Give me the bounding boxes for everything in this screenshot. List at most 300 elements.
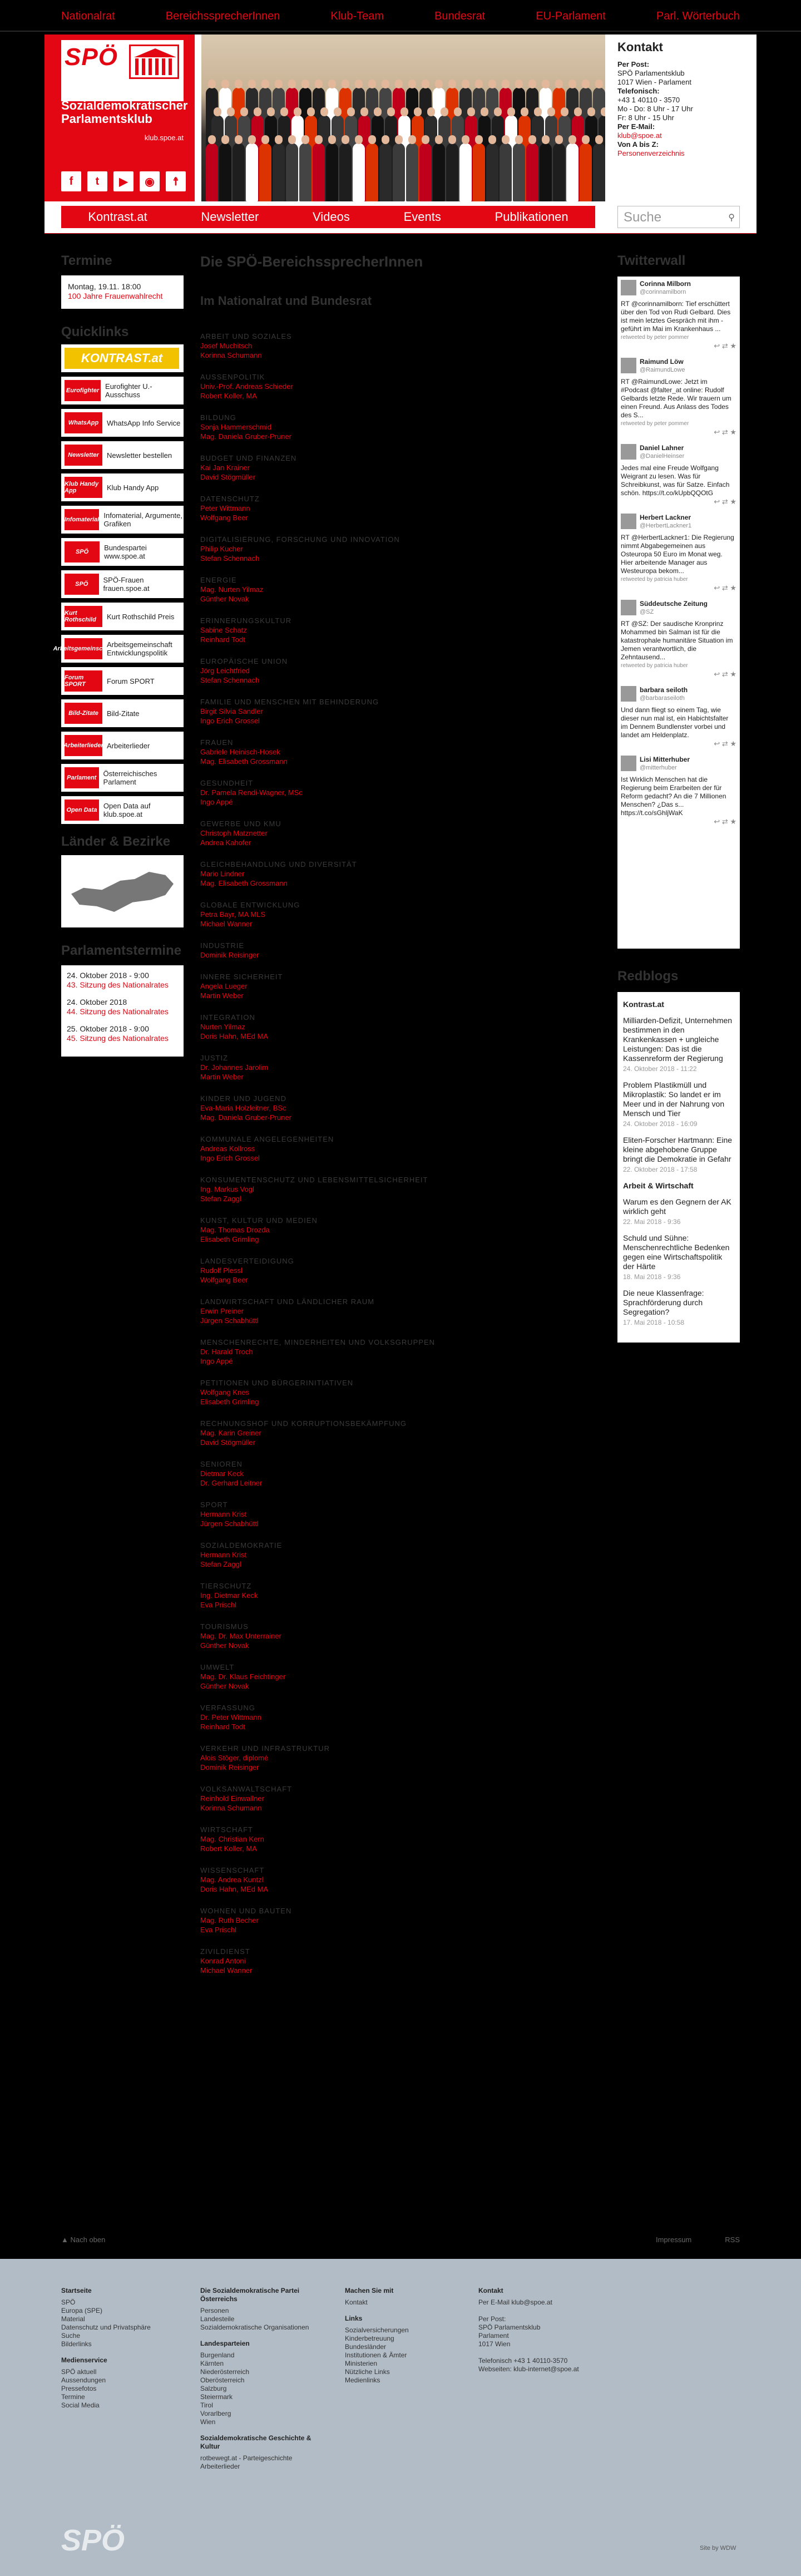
footer-link[interactable]: rotbewegt.at - Parteigeschichte xyxy=(200,2454,293,2462)
area-person-link[interactable]: Univ.-Prof. Andreas Schieder xyxy=(200,382,293,391)
area-person-link[interactable]: Dr. Gerhard Leitner xyxy=(200,1479,263,1487)
footer-column xyxy=(61,2287,189,2417)
photo-person-head xyxy=(368,135,376,144)
area-person-link[interactable]: Robert Koller, MA xyxy=(200,1844,257,1853)
flickr-icon[interactable]: ◉ xyxy=(140,171,160,191)
quicklink-item[interactable] xyxy=(61,699,184,727)
tweet-text: RT @corinnamilborn: Tief erschüttert über den Tod von Rudi Gelbard. Dies ist mein letztes Gespräch mit ihm - geführt im Mai im Krankenhaus ... xyxy=(621,300,731,333)
tweet-handle[interactable]: @HerbertLackner1 xyxy=(640,522,692,529)
topnav-woerterbuch[interactable]: Parl. Wörterbuch xyxy=(656,10,740,22)
area-item xyxy=(200,372,578,401)
area-title: JUSTIZ xyxy=(200,1054,229,1062)
mainnav-publikationen[interactable]: Publikationen xyxy=(495,210,568,224)
area-person-link[interactable]: Reinhold Einwallner xyxy=(200,1794,264,1803)
photo-person-head xyxy=(288,80,296,88)
footer-group xyxy=(478,2287,606,2373)
twitterwall xyxy=(617,277,740,949)
area-person-link[interactable]: Rudolf Plessl xyxy=(200,1266,243,1275)
tweet-text: Und dann fliegt so einem Tag, wie dieser nun mal ist, ein Habichtsfalter im Dennem Bundlenster vorbei und landet am Heldenplatz. xyxy=(621,706,729,739)
area-person-link[interactable]: Jürgen Schabhüttl xyxy=(200,1316,259,1325)
footer-link[interactable]: Europa (SPE) xyxy=(61,2307,103,2315)
area-title: GLEICHBEHANDLUNG UND DIVERSITÄT xyxy=(200,860,357,868)
photo-person-head xyxy=(275,80,283,88)
area-person-link[interactable]: Philip Kucher xyxy=(200,545,243,553)
area-person-link[interactable]: Reinhard Todt xyxy=(200,1723,245,1731)
area-person-link[interactable]: Mario Lindner xyxy=(200,870,245,878)
quicklink-image: Bild-Zitate xyxy=(65,703,102,724)
topnav-klub-team[interactable]: Klub-Team xyxy=(330,10,384,22)
footer-link[interactable]: Tirol xyxy=(200,2401,213,2409)
area-person-link[interactable]: Korinna Schumann xyxy=(200,351,262,359)
footer-link[interactable]: Institutionen & Ämter xyxy=(345,2351,407,2359)
footer-credit[interactable]: Site by WDW xyxy=(700,2545,736,2552)
footer-link[interactable]: Per E-Mail klub@spoe.at xyxy=(478,2298,552,2306)
footer-link[interactable]: Material xyxy=(61,2315,85,2323)
quicklinks-list xyxy=(53,344,184,824)
facebook-icon[interactable]: f xyxy=(61,171,81,191)
area-person-link[interactable]: Gabriele Heinisch-Hosek xyxy=(200,748,280,756)
photo-person xyxy=(219,143,231,201)
photo-person-head xyxy=(382,135,389,144)
photo-person-head xyxy=(422,135,429,144)
photo-person-head xyxy=(328,80,336,88)
area-person-link[interactable]: Martin Weber xyxy=(200,1073,244,1081)
area-item xyxy=(200,494,578,522)
area-person-link[interactable]: Andreas Kollross xyxy=(200,1144,255,1153)
area-item xyxy=(200,738,578,766)
area-person-link[interactable]: Nurten Yilmaz xyxy=(200,1023,245,1031)
area-person-link[interactable]: Mag. Daniela Gruber-Pruner xyxy=(200,1113,292,1122)
area-person-link[interactable]: Birgit Silvia Sandler xyxy=(200,707,263,715)
area-person-link[interactable]: Wolfgang Knes xyxy=(200,1388,249,1396)
quicklink-image: Infomaterial xyxy=(65,509,99,530)
photo-person-head xyxy=(221,80,229,88)
photo-person-head xyxy=(315,80,323,88)
tweet-actions-icon[interactable]: ↩ ⇄ ★ xyxy=(714,670,736,678)
quicklink-item[interactable] xyxy=(61,732,184,759)
area-person-link[interactable]: Dietmar Keck xyxy=(200,1469,244,1478)
area-title: BILDUNG xyxy=(200,413,236,422)
footer-link[interactable]: Aussendungen xyxy=(61,2376,106,2384)
footer-link[interactable]: Parlament xyxy=(478,2332,509,2340)
tweet-handle[interactable]: @mitterhuber xyxy=(640,764,677,771)
blog-source[interactable]: Arbeit & Wirtschaft xyxy=(623,1181,694,1190)
area-person-link[interactable]: Jürgen Schabhüttl xyxy=(200,1519,259,1528)
area-person-link[interactable]: Dominik Reisinger xyxy=(200,951,259,959)
tweet-handle[interactable]: @barbaraseiloth xyxy=(640,695,685,702)
blog-post-date: 17. Mai 2018 - 10:58 xyxy=(623,1319,685,1326)
quicklink-item[interactable] xyxy=(61,473,184,501)
tweet-actions-icon[interactable]: ↩ ⇄ ★ xyxy=(714,428,736,436)
area-person-link[interactable]: Doris Hahn, MEd MA xyxy=(200,1032,269,1040)
area-person-link[interactable]: Ingo Appé xyxy=(200,798,233,806)
topnav-bundesrat[interactable]: Bundesrat xyxy=(434,10,486,22)
area-item xyxy=(200,575,578,604)
photo-person-head xyxy=(555,80,563,88)
tweet-handle[interactable]: @DanielHeinser xyxy=(640,453,685,460)
footer-heading: Sozialdemokratische Geschichte & Kultur xyxy=(200,2434,312,2450)
area-person-link[interactable]: Mag. Daniela Gruber-Pruner xyxy=(200,432,292,441)
quicklink-image: SPÖ xyxy=(65,541,100,562)
topnav-bereichssprecher[interactable]: BereichssprecherInnen xyxy=(165,10,280,22)
area-item xyxy=(200,1256,578,1285)
area-person-link[interactable]: Robert Koller, MA xyxy=(200,392,257,400)
blog-post-link[interactable]: Warum es den Gegnern der AK wirklich geht xyxy=(623,1197,731,1216)
footer-link[interactable]: Bundesländer xyxy=(345,2343,387,2351)
area-title: ZIVILDIENST xyxy=(200,1947,250,1956)
tweet-author[interactable]: Herbert Lackner xyxy=(640,514,691,521)
footer-link[interactable]: SPÖ xyxy=(61,2298,76,2306)
footer-link[interactable]: SPÖ Parlamentsklub xyxy=(478,2323,541,2331)
tweet xyxy=(621,514,736,592)
avatar[interactable] xyxy=(621,514,636,529)
blog-post-link[interactable]: Eliten-Forscher Hartmann: Eine kleine abgehobene Gruppe bringt die Demokratie in Gefahr xyxy=(623,1136,733,1163)
mainnav-events[interactable]: Events xyxy=(403,210,441,224)
area-person-link[interactable]: Peter Wittmann xyxy=(200,504,250,512)
footer-link[interactable]: Personen xyxy=(200,2307,229,2315)
area-item xyxy=(200,1622,578,1650)
austria-map[interactable] xyxy=(61,855,184,927)
area-item xyxy=(200,1378,578,1407)
photo-person xyxy=(299,143,312,201)
photo-person xyxy=(406,143,418,201)
footer-column xyxy=(478,2287,606,2381)
photo-person xyxy=(353,143,365,201)
quicklink-label: WhatsApp Info Service xyxy=(107,418,181,427)
quicklink-item[interactable] xyxy=(61,409,184,437)
tweet-author[interactable]: Raimund Löw xyxy=(640,358,684,366)
footer-link[interactable]: Vorarlberg xyxy=(200,2410,231,2417)
area-person-link[interactable]: Stefan Schennach xyxy=(200,676,260,684)
area-person-link[interactable]: Hermann Krist xyxy=(200,1551,247,1559)
footer-link[interactable]: Niederösterreich xyxy=(200,2368,250,2376)
area-person-link[interactable]: Hermann Krist xyxy=(200,1510,247,1518)
spoe-logo[interactable] xyxy=(61,40,184,101)
area-person-link[interactable]: Sabine Schatz xyxy=(200,626,247,634)
photo-person-head xyxy=(320,107,328,116)
footer-link[interactable]: Kärnten xyxy=(200,2360,224,2367)
area-person-link[interactable]: Josef Muchitsch xyxy=(200,342,253,350)
photo-person-head xyxy=(248,80,256,88)
area-person-link[interactable]: Ingo Erich Grossel xyxy=(200,717,260,725)
quicklink-item[interactable] xyxy=(61,603,184,630)
area-person-link[interactable]: David Stögmüller xyxy=(200,1438,255,1447)
footer-link[interactable]: Datenschutz und Privatsphäre xyxy=(61,2323,151,2331)
parlamentstermin-link[interactable]: 44. Sitzung des Nationalrates xyxy=(67,1007,169,1016)
area-person-link[interactable]: Reinhard Todt xyxy=(200,635,245,644)
avatar[interactable] xyxy=(621,358,636,373)
area-person-link[interactable]: Dr. Pamela Rendi-Wagner, MSc xyxy=(200,788,303,797)
area-person-link[interactable]: Elisabeth Grimling xyxy=(200,1235,259,1243)
area-person-link[interactable]: Sonja Hammerschmid xyxy=(200,423,271,431)
footer-link[interactable]: SPÖ aktuell xyxy=(61,2368,97,2376)
blog-post-date: 22. Oktober 2018 - 17:58 xyxy=(623,1166,698,1173)
area-person-link[interactable]: Mag. Thomas Drozda xyxy=(200,1226,270,1234)
footer-link[interactable]: Sozialdemokratische Organisationen xyxy=(200,2323,309,2331)
footer-column xyxy=(345,2287,473,2392)
photo-person xyxy=(379,143,392,201)
quicklink-image: WhatsApp xyxy=(65,412,102,433)
blog-post-link[interactable]: Die neue Klassenfrage: Sprachförderung durch Segregation? xyxy=(623,1289,704,1316)
parlamentstermin-link[interactable]: 45. Sitzung des Nationalrates xyxy=(67,1034,169,1043)
search-icon[interactable]: ⚲ xyxy=(728,213,735,223)
footer-group xyxy=(345,2287,473,2307)
quicklink-image: Forum SPORT xyxy=(65,670,102,692)
area-person-link[interactable]: Martin Weber xyxy=(200,991,244,1000)
footer-link[interactable]: Nützliche Links xyxy=(345,2368,390,2376)
area-person-link[interactable]: Erwin Preiner xyxy=(200,1307,244,1315)
tweet-handle[interactable]: @SZ xyxy=(640,609,654,615)
footer-link[interactable]: Termine xyxy=(61,2393,85,2401)
photo-person-head xyxy=(334,107,342,116)
area-item xyxy=(200,778,578,807)
area-person-link[interactable]: Konrad Antoni xyxy=(200,1957,246,1965)
area-person-link[interactable]: Mag. Dr. Max Unterrainer xyxy=(200,1632,281,1640)
parliament-icon xyxy=(129,45,179,79)
footer-link[interactable]: Bilderlinks xyxy=(61,2340,92,2348)
area-person-link[interactable]: Doris Hahn, MEd MA xyxy=(200,1885,269,1893)
tweet-author[interactable]: barbara seiloth xyxy=(640,686,688,694)
photo-person xyxy=(526,143,538,201)
contact-post-line: 1017 Wien - Parlament xyxy=(617,78,691,86)
area-person-link[interactable]: Mag. Ruth Becher xyxy=(200,1916,259,1924)
topnav-eu-parlament[interactable]: EU-Parlament xyxy=(536,10,606,22)
photo-person-head xyxy=(248,135,256,144)
area-person-link[interactable]: Ing. Markus Vogl xyxy=(200,1185,254,1193)
footer-link[interactable]: Landesteile xyxy=(200,2315,235,2323)
area-person-link[interactable]: Stefan Zaggl xyxy=(200,1195,241,1203)
photo-person-head xyxy=(587,107,595,116)
blog-post-link[interactable]: Schuld und Sühne: Menschenrechtliche Bedenken gegen eine Wirtschaftspolitik der Härte xyxy=(623,1233,730,1271)
footer-link[interactable]: Oberösterreich xyxy=(200,2376,245,2384)
area-person-link[interactable]: Wolfgang Beer xyxy=(200,1276,248,1284)
area-title: SOZIALDEMOKRATIE xyxy=(200,1541,283,1549)
footer-link[interactable]: Telefonisch +43 1 40110-3570 xyxy=(478,2357,568,2365)
area-person-link[interactable]: Mag. Dr. Klaus Feichtinger xyxy=(200,1672,286,1681)
footer-link[interactable]: Burgenland xyxy=(200,2351,235,2359)
youtube-icon[interactable]: ▶ xyxy=(113,171,134,191)
quicklink-item[interactable] xyxy=(61,344,184,372)
area-person-link[interactable]: David Stögmüller xyxy=(200,473,255,481)
tweet-author[interactable]: Lisi Mitterhuber xyxy=(640,756,690,763)
avatar[interactable] xyxy=(621,600,636,615)
blog-post-link[interactable]: Milliarden-Defizit, Unternehmen bestimmen in den Krankenkassen + ungleiche Leistungen: Das ist die Kassenreform der Regierung xyxy=(623,1016,733,1063)
area-person-link[interactable]: Stefan Zaggl xyxy=(200,1560,241,1568)
area-person-link[interactable]: Eva-Maria Holzleitner, BSc xyxy=(200,1104,286,1112)
area-person-link[interactable]: Kai Jan Krainer xyxy=(200,463,250,472)
search-input[interactable] xyxy=(617,206,740,228)
area-person-link[interactable]: Jörg Leichtfried xyxy=(200,667,250,675)
tweet-text: RT @HerbertLackner1: Die Regierung nimmt Abgabegemeinen aus Osteuropa 50 Euro im Monat weg. Hier arbeitende Manager aus Westeuropa bekom... xyxy=(621,534,734,575)
quicklink-label: Newsletter bestellen xyxy=(107,451,172,460)
area-person-link[interactable]: Angela Lueger xyxy=(200,982,248,990)
quicklink-item[interactable] xyxy=(53,635,184,663)
area-title: GLOBALE ENTWICKLUNG xyxy=(200,901,300,909)
photo-person-head xyxy=(355,80,363,88)
photo-person-head xyxy=(315,135,323,144)
quicklink-item[interactable] xyxy=(61,764,184,792)
area-person-link[interactable]: Günther Novak xyxy=(200,595,249,603)
tweet-actions-icon[interactable]: ↩ ⇄ ★ xyxy=(714,739,736,748)
tweet-actions-icon[interactable]: ↩ ⇄ ★ xyxy=(714,342,736,350)
area-person-link[interactable]: Mag. Elisabeth Grossmann xyxy=(200,879,288,887)
photo-person-head xyxy=(280,107,288,116)
photo-person-head xyxy=(488,80,496,88)
blog-source[interactable]: Kontrast.at xyxy=(623,1000,664,1009)
area-person-link[interactable]: Christoph Matznetter xyxy=(200,829,268,837)
area-person-link[interactable]: Mag. Andrea Kuntzl xyxy=(200,1876,264,1884)
area-person-link[interactable]: Dominik Reisinger xyxy=(200,1763,259,1771)
photo-person-head xyxy=(542,80,550,88)
area-person-link[interactable]: Mag. Nurten Yilmaz xyxy=(200,585,264,594)
tweet-handle[interactable]: @corinnamilborn xyxy=(640,289,686,295)
area-person-link[interactable]: Dr. Harald Troch xyxy=(200,1348,253,1356)
area-person-link[interactable]: Günther Novak xyxy=(200,1682,249,1690)
avatar[interactable] xyxy=(621,756,636,771)
area-item xyxy=(200,1134,578,1163)
photo-person-head xyxy=(342,135,349,144)
area-title: BUDGET UND FINANZEN xyxy=(200,454,297,462)
parlamentstermin-link[interactable]: 43. Sitzung des Nationalrates xyxy=(67,980,169,989)
footer-link[interactable]: Ministerien xyxy=(345,2360,378,2367)
blog-post-link[interactable]: Problem Plastikmüll und Mikroplastik: So landet er im Meer und in der Nahrung von Mensch und Tier xyxy=(623,1080,725,1118)
area-person-link[interactable]: Stefan Schennach xyxy=(200,554,260,562)
footer-link[interactable]: Steiermark xyxy=(200,2393,233,2401)
area-person-link[interactable]: Mag. Christian Kern xyxy=(200,1835,264,1843)
area-person-link[interactable]: Wolfgang Beer xyxy=(200,514,248,522)
footer-link[interactable]: Per Post: xyxy=(478,2315,506,2323)
area-person-link[interactable]: Elisabeth Grimling xyxy=(200,1398,259,1406)
footer-link[interactable]: Social Media xyxy=(61,2401,100,2409)
topnav-nationalrat[interactable]: Nationalrat xyxy=(61,10,115,22)
area-title: UMWELT xyxy=(200,1663,235,1671)
footer-link[interactable]: Wien xyxy=(200,2418,216,2426)
tweet-retweeted-by: retweeted by peter pommer xyxy=(621,334,689,340)
area-person-link[interactable]: Dr. Peter Wittmann xyxy=(200,1713,261,1721)
area-person-link[interactable]: Mag. Karin Greiner xyxy=(200,1429,261,1437)
area-title: TOURISMUS xyxy=(200,1622,249,1631)
tweet-actions-icon[interactable]: ↩ ⇄ ★ xyxy=(714,817,736,826)
contact-az-link[interactable]: Personenverzeichnis xyxy=(617,149,685,157)
footer-link[interactable]: Suche xyxy=(61,2332,81,2340)
avatar[interactable] xyxy=(621,444,636,460)
footer-link[interactable]: Pressefotos xyxy=(61,2385,97,2392)
mainnav-newsletter[interactable]: Newsletter xyxy=(201,210,259,224)
photo-person-head xyxy=(374,107,382,116)
quicklink-item[interactable] xyxy=(61,667,184,695)
area-person-link[interactable]: Ingo Appé xyxy=(200,1357,233,1365)
photo-person-head xyxy=(288,135,296,144)
footer-link[interactable]: Sozialversicherungen xyxy=(345,2326,409,2334)
area-item xyxy=(200,972,578,1000)
photo-person xyxy=(459,143,472,201)
area-person-link[interactable]: Ing. Dietmar Keck xyxy=(200,1591,258,1600)
search-placeholder: Suche xyxy=(624,210,662,225)
contact-title: Kontakt xyxy=(617,40,663,54)
tweet-actions-icon[interactable]: ↩ ⇄ ★ xyxy=(714,584,736,592)
area-person-link[interactable]: Ingo Erich Grossel xyxy=(200,1154,260,1162)
twitter-icon[interactable]: t xyxy=(87,171,107,191)
avatar[interactable] xyxy=(621,686,636,702)
area-item xyxy=(200,1906,578,1935)
area-person-link[interactable]: Michael Wanner xyxy=(200,1966,253,1975)
area-title: LANDWIRTSCHAFT UND LÄNDLICHER RAUM xyxy=(200,1297,375,1306)
area-item xyxy=(200,1500,578,1528)
footer-link[interactable]: Medienlinks xyxy=(345,2376,380,2384)
tweet-author[interactable]: Daniel Lahner xyxy=(640,444,684,452)
contact-mail-link[interactable]: klub@spoe.at xyxy=(617,131,662,140)
rss-link[interactable]: RSS xyxy=(725,2236,740,2244)
quicklink-label: Forum SPORT xyxy=(107,677,155,685)
footer-link[interactable]: Arbeiterlieder xyxy=(200,2463,240,2470)
left-column xyxy=(53,253,184,1057)
header-group-photo xyxy=(201,34,605,201)
photo-person-head xyxy=(561,107,568,116)
photo-person-head xyxy=(555,135,563,144)
area-item xyxy=(200,332,578,360)
avatar[interactable] xyxy=(621,280,636,295)
quicklink-item[interactable] xyxy=(61,506,184,534)
area-person-link[interactable]: Eva Prischl xyxy=(200,1601,237,1609)
area-person-link[interactable]: Dr. Johannes Jarolim xyxy=(200,1063,269,1072)
mainnav-videos[interactable]: Videos xyxy=(313,210,350,224)
termin-date: Montag, 19.11. 18:00 xyxy=(68,282,141,291)
area-title: TIERSCHUTZ xyxy=(200,1582,252,1590)
photo-person xyxy=(366,143,378,201)
area-person-link[interactable]: Eva Prischl xyxy=(200,1926,237,1934)
impressum-link[interactable]: Impressum xyxy=(655,2236,692,2244)
footer-logo: SPÖ xyxy=(61,2524,125,2557)
logo-url[interactable]: klub.spoe.at xyxy=(144,134,184,142)
tweet-author[interactable]: Corinna Milborn xyxy=(640,280,691,288)
quicklink-item[interactable] xyxy=(61,441,184,469)
area-title: INNERE SICHERHEIT xyxy=(200,973,283,981)
tweet-actions-icon[interactable]: ↩ ⇄ ★ xyxy=(714,497,736,506)
accessibility-icon[interactable]: ☨ xyxy=(166,171,186,191)
area-item xyxy=(200,1459,578,1488)
footer-link[interactable]: Webseiten: klub-internet@spoe.at xyxy=(478,2365,579,2373)
photo-person-head xyxy=(414,107,422,116)
area-person-link[interactable]: Andrea Kahofer xyxy=(200,838,251,847)
quicklink-item[interactable] xyxy=(61,796,184,824)
quicklink-item[interactable] xyxy=(61,538,184,566)
area-person-link[interactable]: Petra Bayr, MA MLS xyxy=(200,910,266,919)
area-person-link[interactable]: Korinna Schumann xyxy=(200,1804,262,1812)
footer-link[interactable]: Kontakt xyxy=(345,2298,368,2306)
footer-link[interactable]: 1017 Wien xyxy=(478,2340,511,2348)
quicklink-image: Newsletter xyxy=(65,445,102,466)
quicklink-item[interactable] xyxy=(61,377,184,404)
area-person-link[interactable]: Günther Novak xyxy=(200,1641,249,1650)
blog-post-date: 18. Mai 2018 - 9:36 xyxy=(623,1273,681,1281)
area-person-link[interactable]: Michael Wanner xyxy=(200,920,253,928)
area-person-link[interactable]: Alois Stöger, diplomé xyxy=(200,1754,269,1762)
tweet-author[interactable]: Süddeutsche Zeitung xyxy=(640,600,708,608)
quicklink-item[interactable] xyxy=(61,570,184,598)
back-to-top-link[interactable]: ▲ Nach oben xyxy=(61,2236,106,2244)
tweet xyxy=(621,358,736,436)
area-title: KOMMUNALE ANGELEGENHEITEN xyxy=(200,1135,334,1143)
tweet-handle[interactable]: @RaimundLowe xyxy=(640,367,685,373)
photo-person-head xyxy=(528,135,536,144)
footer-link[interactable]: Kinderbetreuung xyxy=(345,2335,394,2342)
quicklink-label: Bild-Zitate xyxy=(107,709,140,718)
mainnav-kontrast[interactable]: Kontrast.at xyxy=(88,210,147,224)
footer-link[interactable]: Salzburg xyxy=(200,2385,227,2392)
termin-link[interactable]: 100 Jahre Frauenwahlrecht xyxy=(68,292,163,300)
area-person-link[interactable]: Mag. Elisabeth Grossmann xyxy=(200,757,288,766)
parlamentstermin-item xyxy=(67,971,178,990)
